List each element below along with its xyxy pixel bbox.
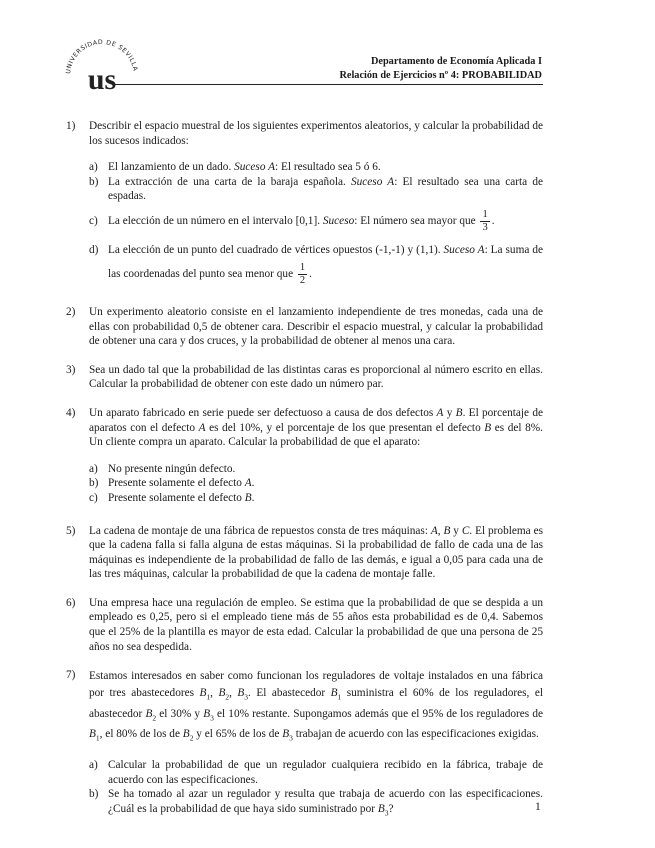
exercise-item: b) Presente solamente el defecto A. bbox=[89, 477, 255, 490]
document-title: Relación de Ejercicios nº 4: PROBABILIDAD bbox=[339, 70, 542, 81]
exercise-item: a) No presente ningún defecto. bbox=[89, 462, 236, 475]
exercise-text: Describir el espacio muestral de los siguientes experimentos aleatorios, y calcular la probabilidad de los sucesos indicados: bbox=[89, 120, 543, 147]
exercise-text: Sea un dado tal que la probabilidad de las distintas caras es proporcional al número escrito en ellas. Calcular la probabilidad de obtener con este dado un número par. bbox=[89, 363, 543, 391]
exercise-number: 2) bbox=[66, 305, 76, 318]
university-logo bbox=[62, 36, 142, 96]
exercise-text: Estamos interesados en saber como funcionan los reguladores de voltaje instalados en una fábrica por tres abastecedores $B_1$, $B_2$, $B_3$. El abastecedor $B_1$ suministra el 60% de los reguladores, el abastecedor $B_2$ el 30% y $B_3$ el 10% restante. Supongamos además que el 95% de los reguladores de $B_1$, el 80% de los de $B_2$ y el 65% de los de $B_3$ trabajan de acuerdo con las especificaciones exigidas. bbox=[89, 670, 543, 742]
fraction: $\frac{1}{2}$ bbox=[299, 261, 306, 286]
exercise-item: a) El lanzamiento de un dado. Suceso A: El resultado sea 5 ó 6. bbox=[89, 161, 381, 174]
exercise-text: Una empresa hace una regulación de empleo. Se estima que la probabilidad de que se despida a un empleado es 0,25, pero si el empleado tiene más de 55 años esta probabilidad es de 0,4. Sabemos que el 25% de la plantilla es mayor de esta edad. Calcular la probabilidad de que una persona de 25 años no sea despedida. bbox=[89, 596, 543, 653]
exercise-text: La cadena de montaje de una fábrica de repuestos consta de tres máquinas: A, B y C. El problema es que la cadena falla si falla alguna de estas máquinas. Si la probabilidad de fallo de cada una de las máquinas es independiente de la probabilidad de fallo de las demás, e igual a 0,05 para cada una de las tres máquinas, calcular la probabilidad de que la cadena de montaje falle. bbox=[89, 524, 543, 581]
logo-arc-text: UNIVERSIDAD DE SEVILLA bbox=[65, 38, 139, 75]
exercise-7 bbox=[66, 668, 543, 820]
exercise-item: c) La elección de un número en el intervalo [0,1]. Suceso: El número sea mayor que $\frac{1}{3}$ . bbox=[89, 208, 495, 233]
exercise-5 bbox=[66, 524, 543, 582]
exercise-number: 6) bbox=[66, 596, 76, 609]
exercise-1 bbox=[66, 119, 543, 287]
exercise-text: Un experimento aleatorio consiste en el lanzamiento independiente de tres monedas, cada una de ellas con probabilidad 0,5 de obtener cara. Describir el espacio muestral, y calcular la probabilidad de obtener una cara y dos cruces, y la probabilidad de obtener al menos una cara. bbox=[89, 305, 543, 348]
exercise-4 bbox=[66, 406, 543, 506]
exercise-number: 4) bbox=[66, 406, 76, 419]
exercise-number: 5) bbox=[66, 524, 76, 537]
exercise-text: Un aparato fabricado en serie puede ser defectuoso a causa de dos defectos A y B. El porcentaje de aparatos con el defecto A es del 10%, y el porcentaje de los que presentan el defecto B es del 8%. Un cliente compra un aparato. Calcular la probabilidad de que el aparato: bbox=[89, 406, 543, 449]
exercise-item: c) Presente solamente el defecto B. bbox=[89, 491, 255, 504]
exercise-3 bbox=[66, 363, 543, 392]
department-title: Departamento de Economía Aplicada I bbox=[370, 56, 542, 67]
exercise-list bbox=[66, 119, 543, 835]
fraction: $\frac{1}{3}$ bbox=[482, 208, 488, 233]
exercise-number: 1) bbox=[66, 120, 76, 132]
header-rule bbox=[115, 84, 543, 85]
logo-monogram: us bbox=[87, 63, 117, 96]
exercise-number: 3) bbox=[66, 363, 76, 376]
exercise-item: a) Calcular la probabilidad de que un regulador cualquiera recibido en la fábrica, trabaje de acuerdo con las especificaciones. bbox=[89, 759, 543, 786]
page-number: 1 bbox=[535, 801, 541, 813]
exercise-item: b) La extracción de una carta de la baraja española. Suceso A: El resultado sea una carta de espadas. bbox=[89, 175, 544, 203]
exercise-item: b) Se ha tomado al azar un regulador y resulta que trabaja de acuerdo con las especificaciones. ¿Cuál es la probabilidad de que haya sido suministrado por $B_3$? bbox=[89, 788, 543, 818]
exercise-number: 7) bbox=[66, 669, 76, 682]
exercise-item: d) La elección de un punto del cuadrado de vértices opuestos (-1,-1) y (1,1). Suceso A: La suma de las coordenadas del punto sea menor que $\frac{1}{2}$ . bbox=[89, 243, 544, 286]
exercise-2 bbox=[66, 305, 543, 349]
exercise-6 bbox=[66, 596, 543, 654]
